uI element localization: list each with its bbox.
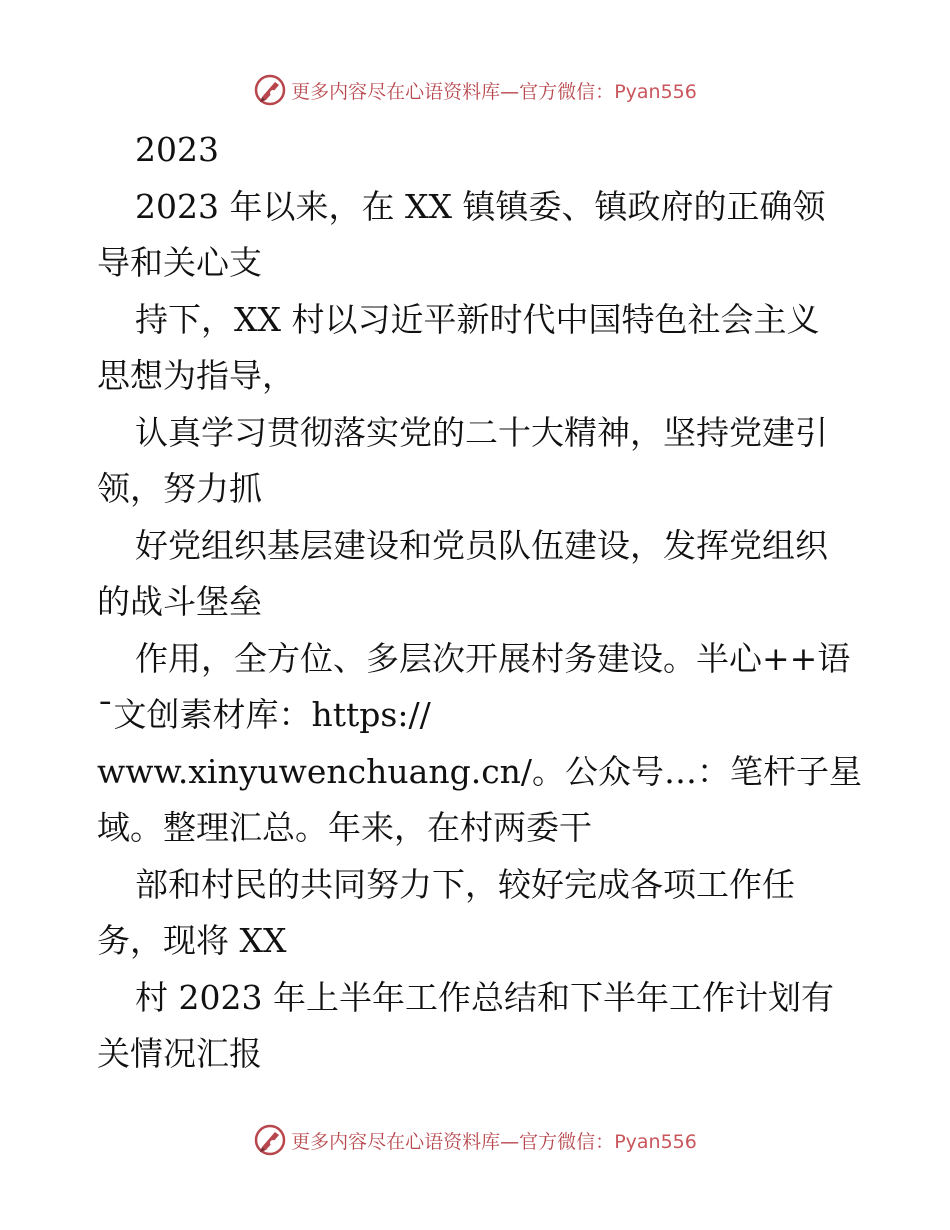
header-separator: — (500, 80, 520, 103)
text-line: 的战斗堡垒 (97, 582, 262, 621)
footer-official-label: 官方微信： (519, 1130, 615, 1153)
header-wechat-id: Pyan556 (614, 80, 697, 103)
text-line: 关情况汇报 (97, 1034, 262, 1073)
text-line: 2023 (135, 130, 219, 169)
text-line: 2023 年以来，在 XX 镇镇委、镇政府的正确领 (135, 186, 826, 226)
text-line: ¯文创素材库：https:// (97, 695, 431, 734)
footer-banner-text (291, 1127, 697, 1154)
footer-site-label: 更多内容尽在心语资料库 (291, 1130, 501, 1153)
document-body (97, 122, 863, 1083)
text-line: 务，现将 XX (97, 921, 287, 960)
header-official-label: 官方微信： (519, 80, 615, 103)
text-line: 思想为指导， (97, 356, 295, 395)
text-line: 好党组织基层建设和党员队伍建设，发挥党组织 (135, 525, 828, 565)
text-line: 作用，全方位、多层次开展村务建设。半心++语 (135, 638, 851, 678)
header-banner (0, 70, 950, 110)
text-line: 域。整理汇总。年来，在村两委干 (97, 808, 592, 847)
footer-banner (0, 1120, 950, 1160)
text-line: 导和关心支 (97, 243, 262, 282)
text-line: 认真学习贯彻落实党的二十大精神，坚持党建引 (135, 412, 828, 452)
header-banner-text (291, 77, 697, 104)
text-line: www.xinyuwenchuang.cn/。公众号…：笔杆子星 (97, 751, 863, 791)
pen-logo-icon (253, 1123, 287, 1157)
text-line: 领，努力抓 (97, 469, 262, 508)
header-site-label: 更多内容尽在心语资料库 (291, 80, 501, 103)
text-line: 持下，XX 村以习近平新时代中国特色社会主义 (135, 299, 820, 339)
pen-logo-icon (253, 73, 287, 107)
footer-wechat-id: Pyan556 (614, 1130, 697, 1153)
text-line: 部和村民的共同努力下，较好完成各项工作任 (135, 864, 795, 904)
text-line: 村 2023 年上半年工作总结和下半年工作计划有 (135, 977, 834, 1017)
footer-separator: — (500, 1130, 520, 1153)
